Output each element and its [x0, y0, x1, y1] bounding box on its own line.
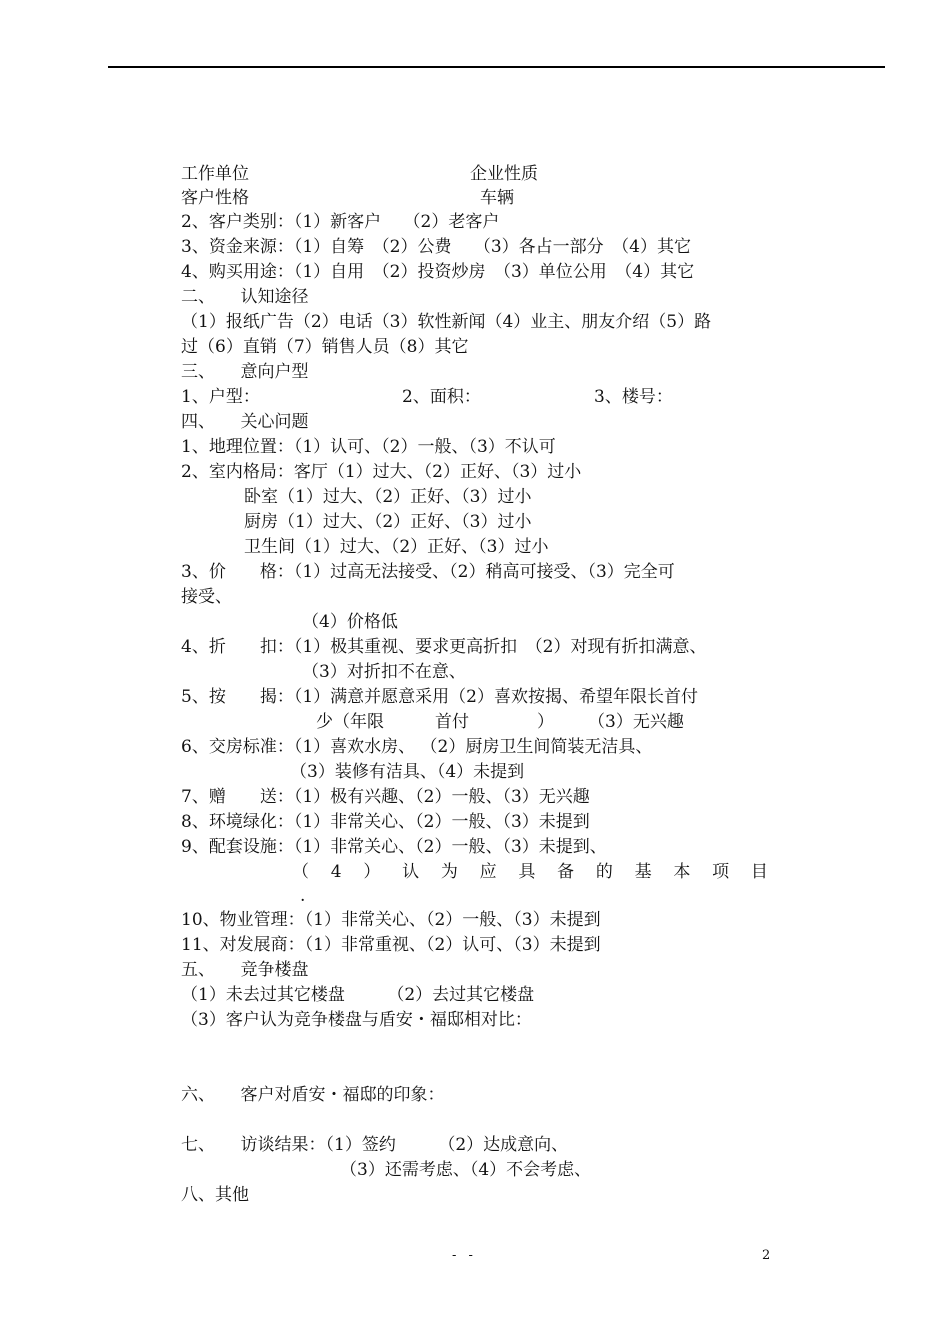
customer-category-line: 2、客户类别：（1）新客户 （2）老客户	[181, 212, 500, 232]
section-heading-awareness: 二、 认知途径	[181, 287, 309, 307]
section-heading-competitors: 五、 竞争楼盘	[181, 960, 309, 980]
char: （	[292, 862, 309, 882]
price-option-4: （4）价格低	[302, 612, 398, 632]
section-heading-other: 八、其他	[181, 1185, 249, 1205]
gift-line: 7、赠 送：（1）极有兴趣、（2）一般、（3）无兴趣	[181, 787, 590, 807]
discount-line: 4、折 扣：（1）极其重视、要求更高折扣 （2）对现有折扣满意、	[181, 637, 707, 657]
char: 具	[518, 862, 536, 882]
footer-dash: - -	[452, 1248, 477, 1263]
field-vehicle: 车辆	[480, 188, 514, 208]
section-heading-intended-unit: 三、 意向户型	[181, 362, 309, 382]
facilities-option-4	[292, 860, 768, 884]
location-line: 1、地理位置：（1）认可、（2）一般、（3）不认可	[181, 437, 556, 457]
field-enterprise-type: 企业性质	[470, 164, 538, 184]
char: 备	[557, 862, 575, 882]
developer-line: 11、对发展商：（1）非常重视、（2）认可、（3）未提到	[181, 935, 601, 955]
facilities-trailing-dot: .	[300, 886, 306, 906]
fund-source-line: 3、资金来源：（1）自筹 （2）公费 （3）各占一部分 （4）其它	[181, 237, 691, 257]
char: 目	[750, 862, 768, 882]
field-area: 2、面积：	[402, 387, 481, 407]
mortgage-line: 5、按 揭：（1）满意并愿意采用（2）喜欢按揭、希望年限长首付	[181, 687, 698, 707]
layout-kitchen-line: 厨房（1）过大、（2）正好、（3）过小	[244, 512, 532, 532]
field-building-number: 3、楼号：	[594, 387, 673, 407]
discount-option-3: （3）对折扣不在意、	[302, 662, 466, 682]
competitor-options-line: （1）未去过其它楼盘 （2）去过其它楼盘	[181, 985, 535, 1005]
page-number: 2	[762, 1248, 771, 1263]
layout-living-room-line: 2、室内格局：客厅（1）过大、（2）正好、（3）过小	[181, 462, 582, 482]
layout-bathroom-line: 卫生间（1）过大、（2）正好、（3）过小	[244, 537, 549, 557]
delivery-standard-continued: （3）装修有洁具、（4）未提到	[290, 762, 525, 782]
char: 4	[330, 862, 342, 882]
property-management-line: 10、物业管理：（1）非常关心、（2）一般、（3）未提到	[181, 910, 601, 930]
field-customer-character: 客户性格	[181, 188, 249, 208]
char: 为	[440, 862, 458, 882]
header-rule	[108, 66, 885, 68]
competitor-comparison-line: （3）客户认为竞争楼盘与盾安・福邸相对比：	[181, 1010, 532, 1030]
price-line-continued: 接受、	[181, 587, 232, 607]
greening-line: 8、环境绿化：（1）非常关心、（2）一般、（3）未提到	[181, 812, 590, 832]
mortgage-line-continued: 少（年限 首付 ） （3）无兴趣	[316, 712, 684, 732]
delivery-standard-line: 6、交房标准：（1）喜欢水房、 （2）厨房卫生间简装无洁具、	[181, 737, 653, 757]
char: 项	[712, 862, 730, 882]
section-heading-concerns: 四、 关心问题	[181, 412, 309, 432]
field-work-unit: 工作单位	[181, 164, 249, 184]
layout-bedroom-line: 卧室（1）过大、（2）正好、（3）过小	[244, 487, 532, 507]
awareness-options-line-2: 过（6）直销（7）销售人员（8）其它	[181, 337, 469, 357]
section-heading-interview-result: 七、 访谈结果：（1）签约 （2）达成意向、	[181, 1135, 569, 1155]
purchase-purpose-line: 4、购买用途：（1）自用 （2）投资炒房 （3）单位公用 （4）其它	[181, 262, 695, 282]
char: 应	[479, 862, 497, 882]
char: 的	[595, 862, 613, 882]
field-unit-type: 1、户型：	[181, 387, 260, 407]
interview-result-continued: （3）还需考虑、（4）不会考虑、	[340, 1160, 592, 1180]
char: 本	[673, 862, 691, 882]
price-line: 3、价 格：（1）过高无法接受、（2）稍高可接受、（3）完全可	[181, 562, 675, 582]
awareness-options-line-1: （1）报纸广告（2）电话（3）软性新闻（4）业主、朋友介绍（5）路	[181, 312, 712, 332]
facilities-line: 9、配套设施：（1）非常关心、（2）一般、（3）未提到、	[181, 837, 607, 857]
char: 基	[634, 862, 652, 882]
char: ）	[363, 862, 381, 882]
section-heading-impression: 六、 客户对盾安・福邸的印象：	[181, 1085, 445, 1105]
char: 认	[402, 862, 420, 882]
